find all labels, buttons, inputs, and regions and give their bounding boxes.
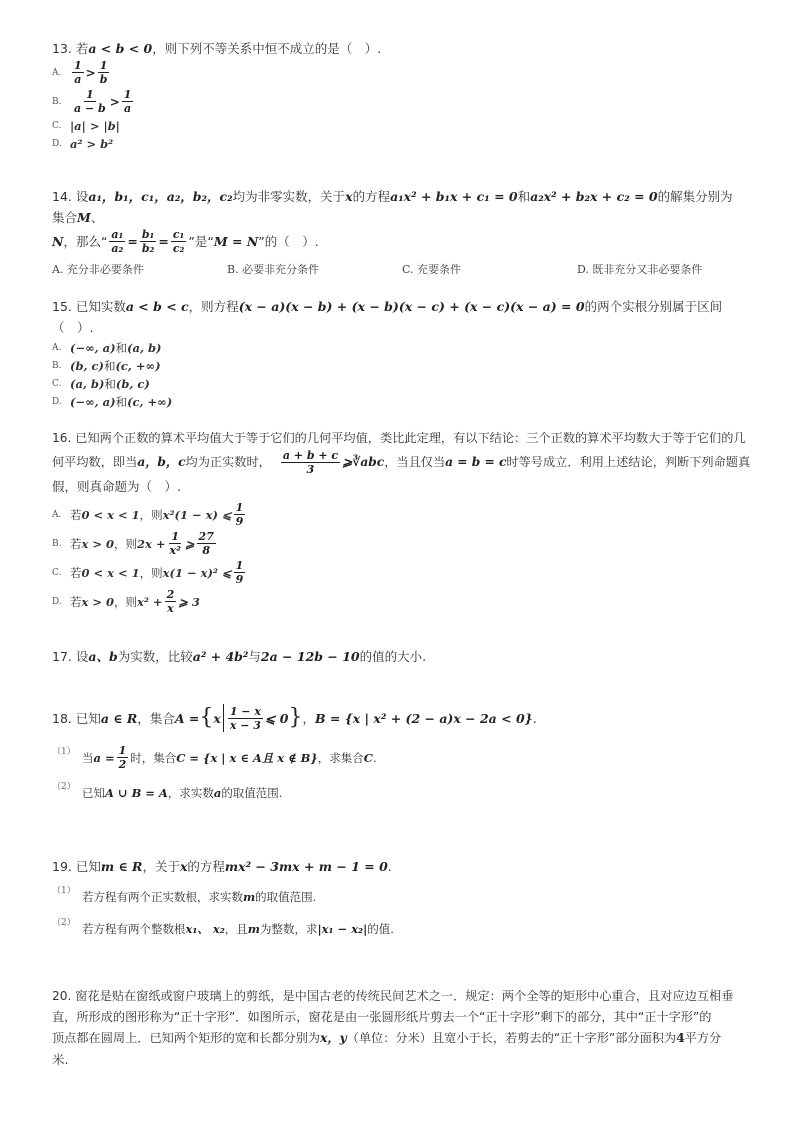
fraction: $\frac{1}{b}$ [99, 59, 108, 86]
question-14-options [52, 261, 752, 279]
question-16 [52, 428, 752, 615]
fraction: $\frac{1}{9}$ [235, 501, 244, 528]
option-a: A. $\frac{1}{a}$ > $\frac{1}{b}$ [52, 59, 108, 86]
question-18 [52, 704, 742, 803]
question-14-stem-2: N ，那么“ $\frac{\text{a₁}}{\text{a₂}}$ = $\frac{\text{b₁}}{\text{b₂}}$ = $\frac{\text{c₁}}{\text{c₂}}$ ”是“ M = N ”的（ ）. [52, 228, 319, 255]
question-16-line-3: 假，则真命题为（ ）. [52, 479, 181, 494]
question-15-stem: 15. 已知实数a < b < c，则方程(x − a)(x − b) + (x − b)(x − c) + (x − c)(x − a) = 0的两个实根分别属于区间（ ）. [52, 299, 723, 335]
question-17-stem: 17. 设a、b为实数，比较a² + 4b²与2a − 12b − 10的值的大小. [52, 649, 427, 664]
option-b: B. (b, c) 和 (c, +∞) [52, 359, 161, 373]
question-14 [52, 186, 752, 279]
question-19-part-1: （1） 若方程有两个正实数根，求实数 m 的取值范围. [52, 886, 317, 904]
fraction: $\frac{1 - x}{x - 3}$ [229, 704, 261, 732]
option-a: A. (−∞, a) 和 (a, b) [52, 341, 162, 355]
question-19 [52, 856, 742, 939]
fraction: $\frac{1}{a}$ [123, 88, 132, 115]
fraction: $\frac{1}{a}$ [74, 59, 82, 86]
question-19-stem: 19. 已知m ∈ R，关于x的方程mx² − 3mx + m − 1 = 0. [52, 859, 392, 874]
question-13-stem: 13. 若a < b < 0，则下列不等关系中恒不成立的是（ ）. [52, 41, 382, 56]
math-condition: a < b < 0 [88, 41, 153, 56]
fraction: $\frac{1}{a - b}$ [74, 88, 106, 115]
option-d: D. (−∞, a) 和 (c, +∞) [52, 395, 173, 409]
option-c: C. 若 0 < x < 1 ，则 x(1 − x)² ⩽ $\frac{1}{9}$ [52, 559, 244, 586]
question-13 [52, 38, 742, 153]
fraction: $\frac{a + b + c}{3}$ [282, 449, 339, 476]
question-18-stem: 18. 已知 a ∈ R ，集合 A = { x $\frac{1 - x}{x - 3}$ ⩽ 0 } ， B = {x | x² + (2 − a)x − 2a < 0} . [52, 704, 537, 732]
question-14-stem: 14. 设a₁，b₁，c₁，a₂，b₂，c₂均为非零实数，关于x的方程a₁x² + b₁x + c₁ = 0和a₂x² + b₂x + c₂ = 0的解集分别为集合M、 [52, 189, 733, 225]
question-16-line-1: 16. 已知两个正数的算术平均值大于等于它们的几何平均值，类比此定理，有以下结论：三个正数的算术平均数大于等于它们的几 [52, 431, 746, 445]
option-a: A. 若 0 < x < 1 ，则 x²(1 − x) ⩽ $\frac{1}{9}$ [52, 501, 244, 528]
fraction: $\frac{\text{c₁}}{\text{c₂}}$ [172, 228, 185, 255]
fraction: $\frac{\text{b₁}}{\text{b₂}}$ [141, 228, 155, 255]
question-20-line-2: 直，所形成的图形称为“正十字形”．如图所示，窗花是由一张圆形纸片剪去一个“正十字形”剩下的部分，其中“正十字形”的 [52, 1010, 712, 1024]
option-b: B. $\frac{1}{a - b}$ > $\frac{1}{a}$ [52, 88, 132, 115]
question-20-line-3: 顶点都在圆周上．已知两个矩形的宽和长都分别为x，y（单位：分米）且宽小于长，若剪去的“正十字形”部分面积为4平方分 [52, 1031, 722, 1045]
fraction: $\frac{\text{a₁}}{\text{a₂}}$ [111, 228, 124, 255]
question-20-line-1: 20. 窗花是贴在窗纸或窗户玻璃上的剪纸，是中国古老的传统民间艺术之一．规定：两个全等的矩形中心重合，且对应边互相垂 [52, 989, 734, 1003]
option-c: C. 充要条件 [402, 263, 462, 276]
fraction: $\frac{1}{2}$ [118, 744, 127, 771]
option-b: B. 必要非充分条件 [227, 263, 320, 276]
question-20-line-4: 米. [52, 1052, 69, 1067]
question-17 [52, 646, 742, 667]
question-16-line-2: 何平均数，即当 a，b，c 均为正实数时， $\frac{a + b + c}{3}$ ⩾ ∛abc ，当且仅当 a = b = c 时等号成立．利用上述结论，判断下列命题真 [52, 449, 751, 476]
fraction: $\frac{1}{9}$ [235, 559, 244, 586]
option-d: D. 若 x > 0 ，则 x² + $\frac{2}{x}$ ⩾ 3 [52, 588, 200, 615]
question-18-part-2: （2） 已知 A ∪ B = A ，求实数 a 的取值范围. [52, 782, 283, 800]
fraction: $\frac{1}{\text{x²}}$ [169, 530, 181, 557]
option-c: C. |a| > |b| [52, 119, 120, 133]
option-d: D. 既非充分又非必要条件 [577, 263, 703, 276]
fraction: $\frac{27}{8}$ [198, 530, 214, 557]
fraction: $\frac{2}{x}$ [166, 588, 175, 615]
question-20 [52, 986, 742, 1070]
option-b: B. 若 x > 0 ，则 2x + $\frac{1}{\text{x²}}$ ⩾ $\frac{27}{8}$ [52, 530, 214, 557]
question-15 [52, 296, 742, 411]
option-c: C. (a, b) 和 (b, c) [52, 377, 150, 391]
option-a: A. 充分非必要条件 [52, 263, 144, 276]
option-d: D. a² > b² [52, 137, 114, 151]
question-18-part-1: （1） 当 a = $\frac{1}{2}$ 时，集合 C = {x | x ∈ A且 x ∉ B} ，求集合 C . [52, 744, 377, 771]
question-19-part-2: （2） 若方程有两个整数根 x₁、 x₂ ，且 m 为整数，求 |x₁ − x₂| 的值. [52, 918, 394, 936]
